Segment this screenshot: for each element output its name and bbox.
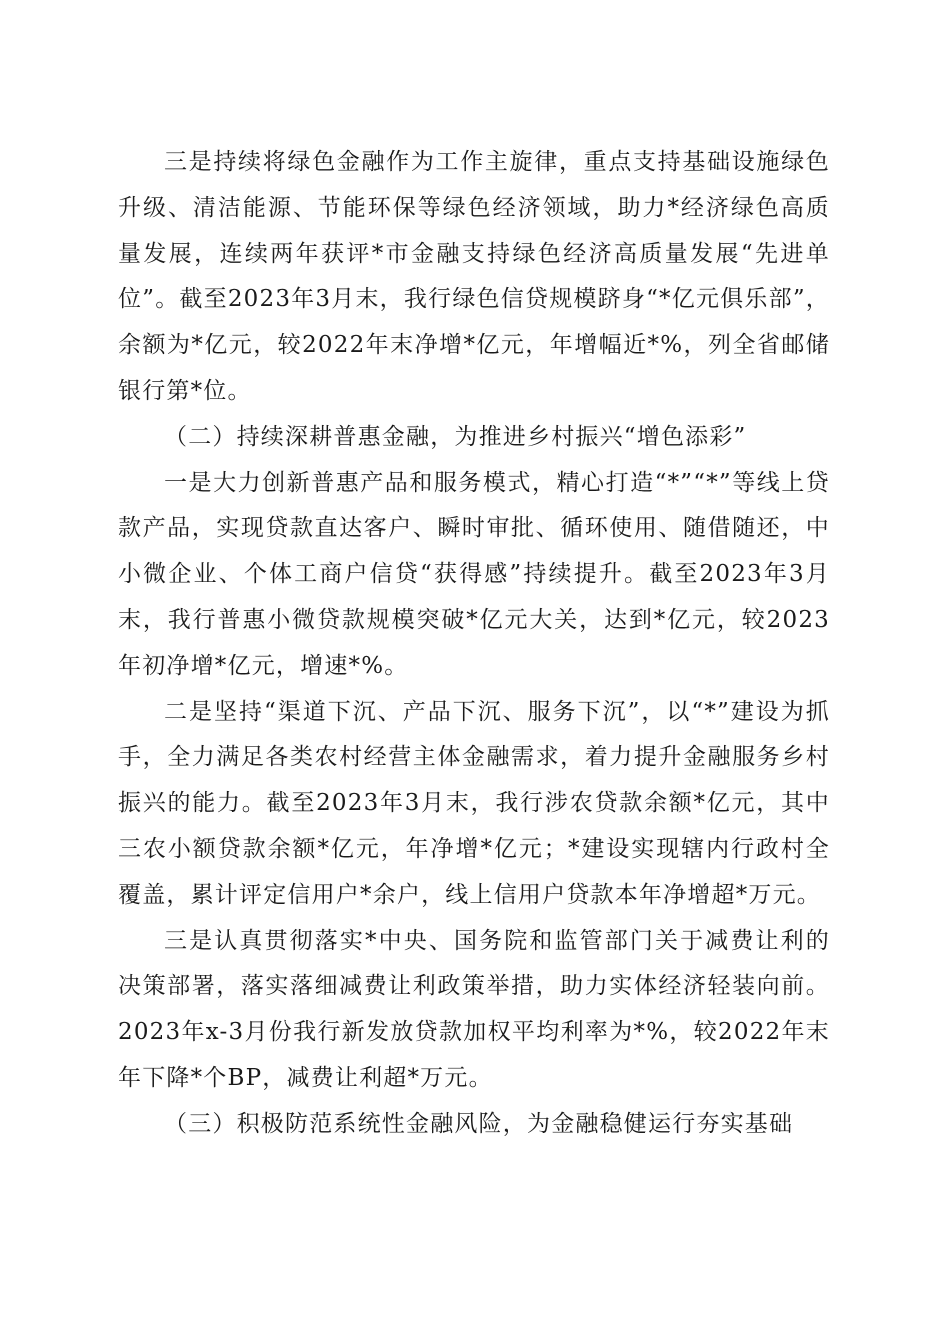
- paragraph-inclusive-products: 一是大力创新普惠产品和服务模式，精心打造“*”“*”等线上贷款产品，实现贷款直达客户、瞬时审批、循环使用、随借随还，中小微企业、个体工商户信贷“获得感”持续提升。截至2023年3月末，我行普惠小微贷款规模突破*亿元大关，达到*亿元，较2023年初净增*亿元，增速*%。: [118, 469, 830, 679]
- section-heading-inclusive-finance: （二）持续深耕普惠金融，为推进乡村振兴“增色添彩”: [164, 423, 747, 450]
- document-page: [118, 140, 830, 1148]
- paragraph-fee-reduction: 三是认真贯彻落实*中央、国务院和监管部门关于减费让利的决策部署，落实落细减费让利政策举措，助力实体经济轻装向前。2023年x-3月份我行新发放贷款加权平均利率为*%，较2022年末年下降*个BP，减费让利超*万元。: [118, 927, 830, 1091]
- section-heading-risk-prevention: （三）积极防范系统性金融风险，为金融稳健运行夯实基础: [164, 1110, 794, 1137]
- paragraph-rural-service: 二是坚持“渠道下沉、产品下沉、服务下沉”，以“*”建设为抓手，全力满足各类农村经营主体金融需求，着力提升金融服务乡村振兴的能力。截至2023年3月末，我行涉农贷款余额*亿元，其中三农小额贷款余额*亿元，年净增*亿元；*建设实现辖内行政村全覆盖，累计评定信用户*余户，线上信用户贷款本年净增超*万元。: [118, 698, 830, 908]
- paragraph-green-finance: 三是持续将绿色金融作为工作主旋律，重点支持基础设施绿色升级、清洁能源、节能环保等绿色经济领域，助力*经济绿色高质量发展，连续两年获评*市金融支持绿色经济高质量发展“先进单位”。截至2023年3月末，我行绿色信贷规模跻身“*亿元俱乐部”，余额为*亿元，较2022年末净增*亿元，年增幅近*%，列全省邮储银行第*位。: [118, 149, 830, 404]
